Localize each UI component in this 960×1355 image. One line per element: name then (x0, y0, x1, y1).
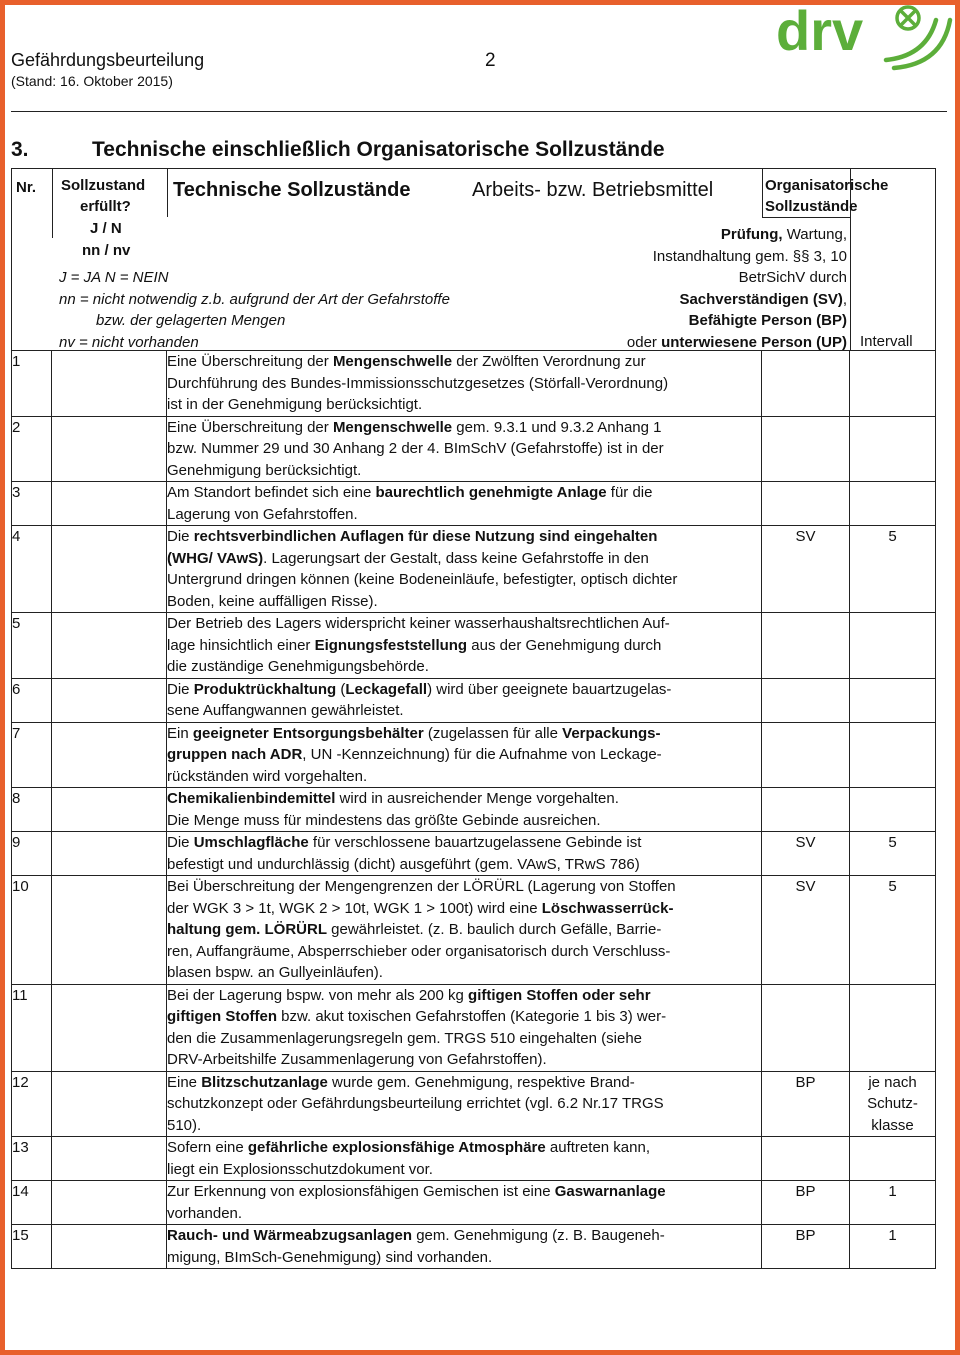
sollzustaende-table (11, 168, 936, 1269)
row-number: 7 (12, 722, 52, 788)
row-number: 15 (12, 1225, 52, 1269)
row-sollzustand-erfuellt[interactable] (52, 613, 167, 679)
col-head-organisatorische: Organisatorische (765, 177, 889, 194)
legend-nv: nv = nicht vorhanden (59, 334, 199, 351)
row-description: Die rechtsverbindlichen Auflagen für diese Nutzung sind eingehalten (WHG/ VAwS). Lagerungsart der Gestalt, dass keine Gefahrstoffe in den Untergrund dringen können (keine Bodeneinläufe, befestigter, optisch dichter Boden, keine auffälligen Risse). (167, 526, 762, 613)
row-description: Chemikalienbindemittel wird in ausreichender Menge vorgehalten. Die Menge muss für mindestens das größte Gebinde ausreichen. (167, 788, 762, 832)
row-intervall (850, 351, 936, 417)
row-pruefer (762, 613, 850, 679)
row-number: 9 (12, 832, 52, 876)
row-pruefer: SV (762, 832, 850, 876)
row-description: Eine Überschreitung der Mengenschwelle gem. 9.3.1 und 9.3.2 Anhang 1 bzw. Nummer 29 und 30 Anhang 2 der 4. BImSchV (Gefahrstoffe) ist in der Genehmigung berücksichtigt. (167, 416, 762, 482)
row-intervall: 5 (850, 832, 936, 876)
legend-nn-cont: bzw. der gelagerten Mengen (96, 312, 286, 329)
table-row (12, 788, 936, 832)
row-pruefer: BP (762, 1225, 850, 1269)
row-description: Bei der Lagerung bspw. von mehr als 200 kg giftigen Stoffen oder sehr giftigen Stoffen bzw. akut toxischen Gefahrstoffen (Kategorie 1 bis 3) wer- den die Zusammenlagerungsregeln gem. TRGS 510 eingehalten (siehe DRV-Arbeitshilfe Zusammenlagerung von Gefahrstoffen). (167, 984, 762, 1071)
row-pruefer (762, 416, 850, 482)
table-row (12, 1225, 936, 1269)
row-description: Die Umschlagfläche für verschlossene bauartzugelassene Gebinde ist befestigt und undurchlässig (dicht) ausgeführt (gem. VAwS, TRwS 786) (167, 832, 762, 876)
row-description: Eine Blitzschutzanlage wurde gem. Genehmigung, respektive Brand- schutzkonzept oder Gefährdungsbeurteilung errichtet (vgl. 6.2 Nr.17 TRGS 510). (167, 1071, 762, 1137)
row-sollzustand-erfuellt[interactable] (52, 526, 167, 613)
row-number: 13 (12, 1137, 52, 1181)
row-number: 2 (12, 416, 52, 482)
table-row (12, 1071, 936, 1137)
row-description: Der Betrieb des Lagers widerspricht keiner wasserhaushaltsrechtlichen Auf- lage hinsichtlich einer Eignungsfeststellung aus der Genehmigung durch die zuständige Genehmigungsbehörde. (167, 613, 762, 679)
row-number: 4 (12, 526, 52, 613)
row-description: Die Produktrückhaltung (Leckagefall) wird über geeignete bauartzugelas- sene Auffangwannen gewährleistet. (167, 678, 762, 722)
row-intervall (850, 678, 936, 722)
pruefung-line-5: Befähigte Person (BP) (688, 312, 847, 329)
row-sollzustand-erfuellt[interactable] (52, 1071, 167, 1137)
row-number: 14 (12, 1181, 52, 1225)
document-stand: (Stand: 16. Oktober 2015) (11, 73, 173, 89)
row-pruefer: SV (762, 876, 850, 985)
page-number: 2 (485, 50, 496, 71)
row-description: Eine Überschreitung der Mengenschwelle der Zwölften Verordnung zur Durchführung des Bundes-Immissionsschutzgesetzes (Störfall-Verordnung) ist in der Genehmigung berücksichtigt. (167, 351, 762, 417)
table-row (12, 984, 936, 1071)
row-sollzustand-erfuellt[interactable] (52, 351, 167, 417)
table-row (12, 482, 936, 526)
pruefung-line-1: Prüfung, Wartung, (720, 226, 847, 243)
row-pruefer (762, 482, 850, 526)
row-sollzustand-erfuellt[interactable] (52, 482, 167, 526)
row-pruefer (762, 788, 850, 832)
row-sollzustand-erfuellt[interactable] (52, 722, 167, 788)
row-sollzustand-erfuellt[interactable] (52, 1225, 167, 1269)
row-description: Ein geeigneter Entsorgungsbehälter (zugelassen für alle Verpackungs- gruppen nach ADR, UN -Kennzeichnung) für die Aufnahme von Leckage- rückständen wird vorgehalten. (167, 722, 762, 788)
col-head-jn: J / N (90, 220, 122, 237)
col-head-technische: Technische Sollzustände (173, 179, 411, 201)
row-number: 3 (12, 482, 52, 526)
table-row (12, 351, 936, 417)
row-intervall: 1 (850, 1181, 936, 1225)
row-pruefer (762, 722, 850, 788)
table-row (12, 526, 936, 613)
section-title: Technische einschließlich Organisatorische Sollzustände (92, 138, 665, 161)
row-description: Sofern eine gefährliche explosionsfähige Atmosphäre auftreten kann, liegt ein Explosionsschutzdokument vor. (167, 1137, 762, 1181)
row-sollzustand-erfuellt[interactable] (52, 678, 167, 722)
row-intervall: 5 (850, 526, 936, 613)
row-sollzustand-erfuellt[interactable] (52, 416, 167, 482)
section-number: 3. (11, 138, 29, 161)
row-description: Rauch- und Wärmeabzugsanlagen gem. Genehmigung (z. B. Baugeneh- migung, BImSch-Genehmigung) sind vorhanden. (167, 1225, 762, 1269)
row-pruefer: BP (762, 1181, 850, 1225)
col-head-sollzustand: Sollzustand (61, 177, 146, 194)
table-row (12, 722, 936, 788)
pruefung-line-2: Instandhaltung gem. §§ 3, 10 (652, 248, 847, 265)
header-rule (11, 111, 947, 112)
row-sollzustand-erfuellt[interactable] (52, 984, 167, 1071)
pruefung-line-4: Sachverständigen (SV), (679, 291, 847, 308)
row-sollzustand-erfuellt[interactable] (52, 832, 167, 876)
row-intervall (850, 416, 936, 482)
table-row (12, 416, 936, 482)
row-pruefer: BP (762, 1071, 850, 1137)
legend-nn: nn = nicht notwendig z.b. aufgrund der Art der Gefahrstoffe (59, 291, 450, 308)
pruefung-line-3: BetrSichV durch (738, 269, 847, 286)
row-number: 12 (12, 1071, 52, 1137)
col-head-nr: Nr. (16, 179, 37, 196)
row-description: Zur Erkennung von explosionsfähigen Gemischen ist eine Gaswarnanlage vorhanden. (167, 1181, 762, 1225)
row-sollzustand-erfuellt[interactable] (52, 788, 167, 832)
row-intervall: 1 (850, 1225, 936, 1269)
col-head-sollzustaende: Sollzustände (765, 198, 858, 215)
row-number: 10 (12, 876, 52, 985)
legend-jn: J = JA N = NEIN (59, 269, 169, 286)
row-pruefer (762, 1137, 850, 1181)
row-sollzustand-erfuellt[interactable] (52, 1181, 167, 1225)
row-description: Am Standort befindet sich eine baurechtlich genehmigte Anlage für die Lagerung von Gefahrstoffen. (167, 482, 762, 526)
table-row (12, 1137, 936, 1181)
row-pruefer (762, 351, 850, 417)
row-intervall (850, 984, 936, 1071)
row-number: 8 (12, 788, 52, 832)
row-intervall: 5 (850, 876, 936, 985)
row-intervall (850, 722, 936, 788)
table-row (12, 876, 936, 985)
col-head-nnnv: nn / nv (82, 242, 131, 259)
col-head-erfuellt: erfüllt? (80, 198, 131, 215)
col-head-arbeitsmittel: Arbeits- bzw. Betriebsmittel (472, 179, 714, 201)
row-intervall (850, 788, 936, 832)
row-pruefer (762, 678, 850, 722)
table-row (12, 1181, 936, 1225)
row-pruefer: SV (762, 526, 850, 613)
table-row (12, 832, 936, 876)
pruefung-line-6: oder unterwiesene Person (UP) (626, 334, 847, 351)
table-header-row (12, 169, 936, 351)
row-intervall (850, 1137, 936, 1181)
row-intervall (850, 613, 936, 679)
row-number: 1 (12, 351, 52, 417)
row-intervall (850, 482, 936, 526)
row-intervall: je nach Schutz- klasse (850, 1071, 936, 1137)
table-row (12, 678, 936, 722)
row-number: 11 (12, 984, 52, 1071)
table-row (12, 613, 936, 679)
row-sollzustand-erfuellt[interactable] (52, 1137, 167, 1181)
logo-wordmark: drv (776, 4, 864, 62)
document-title: Gefährdungsbeurteilung (11, 50, 205, 70)
row-description: Bei Überschreitung der Mengengrenzen der LÖRÜRL (Lagerung von Stoffen der WGK 3 > 1t, WGK 2 > 10t, WGK 1 > 100t) wird eine Löschwasserrück- haltung gem. LÖRÜRL gewährleistet. (z. B. baulich durch Gefälle, Barrie- ren, Auffangräume, Absperrschieber oder organisatorisch durch Verschluss- blasen bspw. an Gullyeinläufen). (167, 876, 762, 985)
logo-cross-icon (902, 12, 914, 24)
col-head-intervall: Intervall (860, 333, 913, 350)
row-sollzustand-erfuellt[interactable] (52, 876, 167, 985)
row-number: 6 (12, 678, 52, 722)
row-number: 5 (12, 613, 52, 679)
row-pruefer (762, 984, 850, 1071)
drv-logo (776, 4, 956, 76)
